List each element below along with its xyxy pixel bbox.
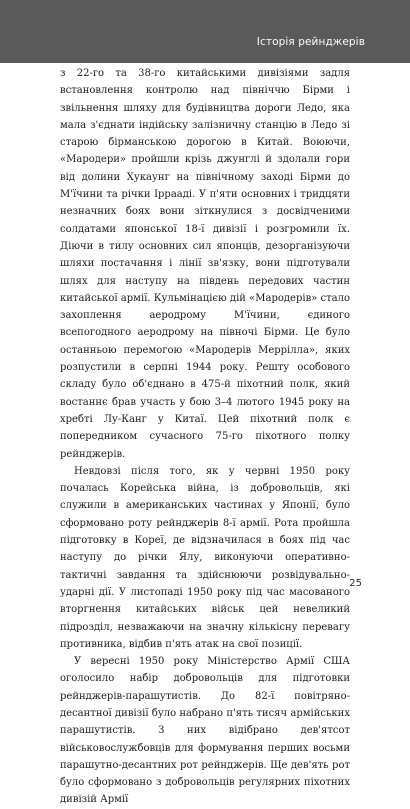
paragraph: з 22-го та 38-го китайськими дивізіями задля встановлення контролю над північчю Бірми і звільнення шляху для будівництва дороги Ледо, яка мала з'єднати індійську залізничну станцію в Ледо зі старою бірманською дорогою в Китай. Воюючи, «Мародери» пройшли крізь джунглі й здолали гори від долини Хукаунг на північному заході Бірми до М'їчини та річки Іррааді. У п'яти основних і тридцяти незначних боях вони зіткнулися з досвідченими солдатами японської 18-ї дивізії і розгромили їх. Діючи в тилу основних сил японців, дезорганізуючи шляхи постачання і лінії зв'язку, вони підготували шлях для наступу на південь передових частин китайської армії. Кульмінацією дій «Мародерів» стало захоплення аеродрому М'їчини, єдиного всепогодного аеродрому на півночі Бірми. Це було останньою перемогою «Мародерів Меррілла», яких розпустили в серпні 1944 року. Решту особового складу було об'єднано в 475-й піхотний полк, який востаннє брав участь у бою 3–4 лютого 1945 року на хребті Лу-Канг у Китаї. Цей піхотний полк є попередником сучасного 75-го піхотного полку рейнджерів. [60,68,350,460]
running-title: Історія рейнджерів [256,36,365,48]
paragraph: Невдовзі після того, як у червні 1950 року почалась Корейська війна, із добровольців, які служили в американських частинах у Японії, було сформовано роту рейнджерів 8-ї армії. Рота пройшла підготовку в Кореї, де відзначилася в боях під час наступу до річки Ялу, виконуючи оперативно-тактичні завдання та здійснюючи розвідувально-ударні дії. У листопаді 1950 року під час масованого вторгнення китайських військ цей невеликий підрозділ, незважаючи на значну кількісну перевагу противника, відбив п'ять атак на свої позиції. [60,465,350,650]
header-band [0,0,410,63]
body-text [60,65,350,809]
page-number: 25 [349,578,362,589]
paragraph: У вересні 1950 року Міністерство Армії США оголосило набір добровольців для підготовки рейнджерів-парашутистів. До 82-ї повітряно-десантної дивізії було набрано п'ять тисяч армійських парашутистів. З них відібрано дев'ятсот військовослужбовців для формування перших восьми парашутно-десантних рот рейнджерів. Ще дев'ять рот було сформовано з добровольців регулярних піхотних дивізій Армії [60,656,350,806]
